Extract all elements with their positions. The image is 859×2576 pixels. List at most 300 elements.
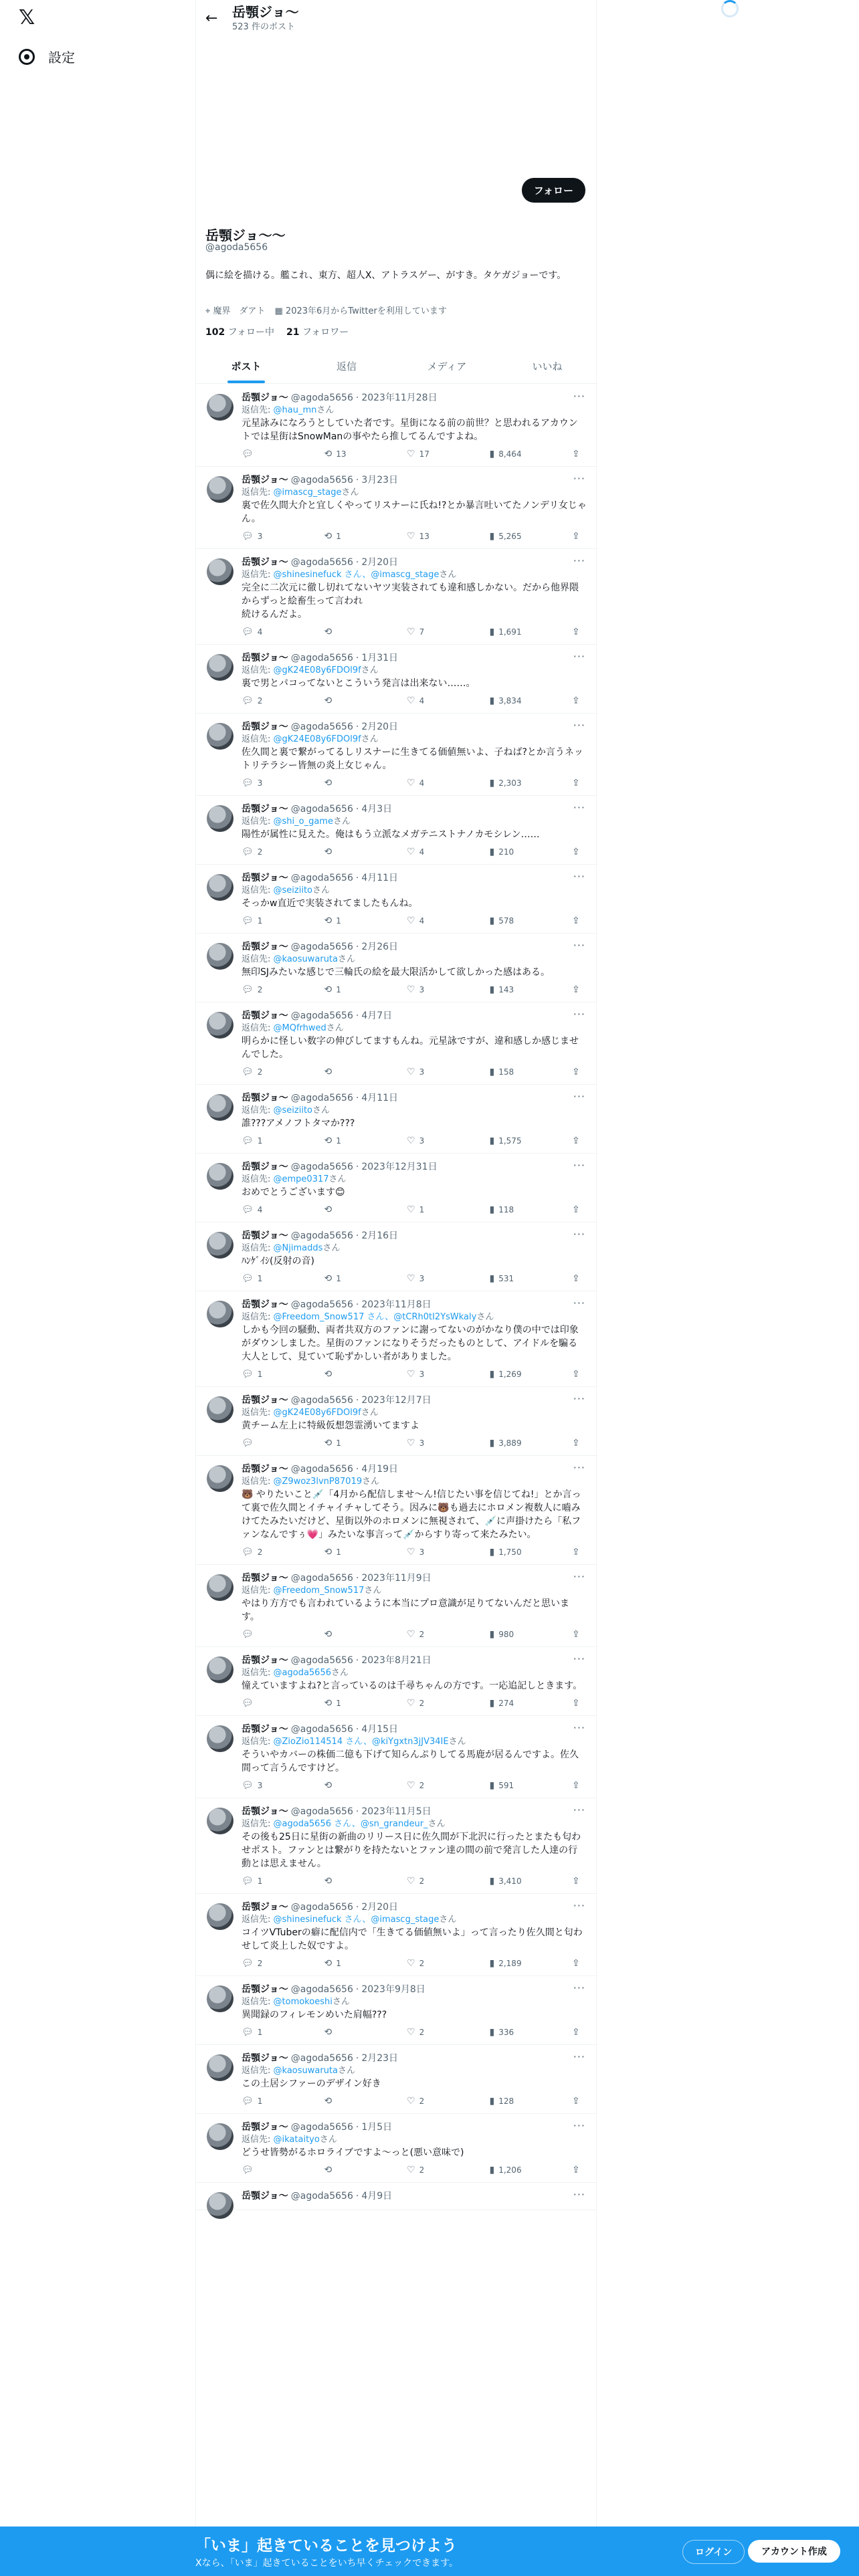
avatar[interactable]	[207, 943, 233, 970]
views-button[interactable]	[490, 1067, 537, 1077]
views-button[interactable]	[490, 449, 537, 459]
share-button[interactable]	[572, 2165, 583, 2175]
reply-button[interactable]	[242, 778, 288, 788]
tweet-author-handle[interactable]: @agoda5656	[290, 1984, 353, 1995]
tweet-date[interactable]: 2月20日	[361, 557, 399, 568]
retweet-button[interactable]	[324, 1273, 371, 1284]
reply-to-user[interactable]: @ZioZio114514 さん、@kiYgxtn3jJV34IE	[273, 1737, 449, 1747]
like-button[interactable]	[407, 695, 454, 706]
tweet-date[interactable]: 2023年11月9日	[361, 1573, 432, 1584]
like-button[interactable]	[407, 1273, 454, 1284]
tweet-author-handle[interactable]: @agoda5656	[290, 1230, 353, 1241]
retweet-button[interactable]	[324, 449, 371, 459]
tweet-date[interactable]: 2023年11月5日	[361, 1806, 432, 1817]
tweet[interactable]	[196, 865, 597, 934]
like-button[interactable]	[407, 2165, 454, 2175]
tweet[interactable]	[196, 1085, 597, 1154]
reply-icon: 💬︎	[242, 1438, 254, 1448]
retweet-button[interactable]	[324, 1369, 371, 1380]
share-button[interactable]	[572, 2096, 583, 2107]
share-button[interactable]	[572, 1698, 583, 1709]
tab-replies[interactable]: 返信	[336, 360, 357, 372]
tweet[interactable]	[196, 1222, 597, 1291]
tweet-date[interactable]: 4月19日	[361, 1464, 399, 1475]
avatar[interactable]	[207, 2123, 233, 2150]
tweet-date[interactable]: 4月11日	[361, 873, 399, 883]
views-button[interactable]	[490, 695, 537, 706]
tweet[interactable]	[196, 645, 597, 714]
more-options-icon[interactable]: ···	[573, 554, 585, 567]
tweet[interactable]	[196, 467, 597, 549]
reply-to-user[interactable]: @empe0317	[273, 1174, 329, 1184]
more-options-icon[interactable]: ···	[573, 939, 585, 952]
more-options-icon[interactable]: ···	[573, 1652, 585, 1665]
share-button[interactable]	[572, 984, 583, 995]
reply-button[interactable]	[242, 1876, 288, 1887]
tweet-author-name[interactable]: 岳顎ジョ～	[242, 557, 288, 568]
tweet-author-handle[interactable]: @agoda5656	[290, 2122, 353, 2133]
tweet[interactable]	[196, 2045, 597, 2114]
reply-to-user[interactable]: @Z9woz3lvnP87019	[273, 1477, 363, 1487]
share-button[interactable]	[572, 695, 583, 706]
tweet[interactable]	[196, 549, 597, 645]
reply-to-user[interactable]: @Freedom_Snow517	[273, 1586, 365, 1596]
tweet-author-handle[interactable]: @agoda5656	[290, 393, 353, 403]
reply-button[interactable]	[242, 984, 288, 995]
tweet-date[interactable]: 2月23日	[361, 2053, 399, 2064]
more-options-icon[interactable]: ···	[573, 1899, 585, 1912]
tweet-author-name[interactable]: 岳顎ジョ～	[242, 1230, 288, 1241]
tweet-date[interactable]: 4月11日	[361, 1093, 399, 1103]
tweet[interactable]	[196, 1154, 597, 1222]
like-button[interactable]	[407, 1780, 454, 1791]
views-button[interactable]	[490, 1369, 537, 1380]
tweet-author-handle[interactable]: @agoda5656	[290, 2053, 353, 2064]
tweet-author-handle[interactable]: @agoda5656	[290, 653, 353, 663]
tweet-author-name[interactable]: 岳顎ジョ～	[242, 1573, 288, 1584]
views-button[interactable]	[490, 1698, 537, 1709]
tweet[interactable]	[196, 1976, 597, 2045]
like-button[interactable]	[407, 1067, 454, 1077]
like-button[interactable]	[407, 847, 454, 857]
more-options-icon[interactable]: ···	[573, 472, 585, 485]
tweet-author-name[interactable]: 岳顎ジョ～	[242, 873, 288, 883]
tweet-date[interactable]: 3月23日	[361, 475, 399, 486]
share-button[interactable]	[572, 1876, 583, 1887]
tweet-author-handle[interactable]: @agoda5656	[290, 1299, 353, 1310]
retweet-button[interactable]	[324, 1067, 371, 1077]
reply-to-user[interactable]: @gK24E08y6FDOl9f	[273, 665, 361, 675]
like-button[interactable]	[407, 531, 454, 542]
tweet-author-handle[interactable]: @agoda5656	[290, 2191, 353, 2202]
tweet-author-name[interactable]: 岳顎ジョ～	[242, 653, 288, 663]
retweet-button[interactable]	[324, 695, 371, 706]
tab-posts[interactable]: ポスト	[196, 349, 296, 383]
more-options-icon[interactable]: ···	[573, 801, 585, 814]
reply-to-user[interactable]: @agoda5656 さん、@sn_grandeur_	[273, 1819, 428, 1829]
reply-to-user[interactable]: @kaosuwaruta	[273, 954, 338, 964]
avatar[interactable]	[207, 723, 233, 750]
tweet-author-handle[interactable]: @agoda5656	[290, 1902, 353, 1913]
retweet-button[interactable]	[324, 1547, 371, 1558]
share-button[interactable]	[572, 1204, 583, 1215]
retweet-button[interactable]	[324, 778, 371, 788]
reply-button[interactable]	[242, 1698, 288, 1709]
retweet-button[interactable]	[324, 1780, 371, 1791]
tweet[interactable]	[196, 1291, 597, 1387]
following-link[interactable]: 102 フォロー中	[205, 327, 274, 338]
tweet-date[interactable]: 2023年8月21日	[361, 1655, 432, 1666]
retweet-button[interactable]	[324, 1136, 371, 1146]
share-button[interactable]	[572, 531, 583, 542]
more-options-icon[interactable]: ···	[573, 1570, 585, 1583]
reply-to-user[interactable]: @hau_mn	[273, 405, 317, 415]
like-button[interactable]	[407, 627, 454, 637]
retweet-button[interactable]	[324, 1958, 371, 1969]
tweet-author-handle[interactable]: @agoda5656	[290, 722, 353, 732]
like-button[interactable]	[407, 1698, 454, 1709]
avatar[interactable]	[207, 2054, 233, 2081]
reply-to-user[interactable]: @gK24E08y6FDOl9f	[273, 1408, 361, 1418]
reply-button[interactable]	[242, 1438, 288, 1448]
like-button[interactable]	[407, 1876, 454, 1887]
tweet[interactable]	[196, 1894, 597, 1976]
avatar[interactable]	[207, 1903, 233, 1930]
reply-to-user[interactable]: @agoda5656	[273, 1668, 331, 1678]
tweet-header	[242, 1229, 587, 1243]
retweet-button[interactable]	[324, 1876, 371, 1887]
tweet-author-name[interactable]: 岳顎ジョ～	[242, 804, 288, 815]
tweet[interactable]	[196, 714, 597, 796]
reply-button[interactable]	[242, 847, 288, 857]
avatar[interactable]	[207, 805, 233, 832]
reply-icon: 💬︎	[242, 2027, 254, 2038]
avatar[interactable]	[207, 394, 233, 421]
tweet-author-handle[interactable]: @agoda5656	[290, 1724, 353, 1735]
like-button[interactable]	[407, 1369, 454, 1380]
share-button[interactable]	[572, 2027, 583, 2038]
like-button[interactable]	[407, 2027, 454, 2038]
tweet-date[interactable]: 4月3日	[361, 804, 393, 815]
reply-button[interactable]	[242, 1204, 288, 1215]
reply-to-user[interactable]: @Freedom_Snow517 さん、@tCRh0tI2YsWkaly	[273, 1312, 477, 1322]
reply-button[interactable]	[242, 449, 288, 459]
views-button[interactable]	[490, 1780, 537, 1791]
tweet-author-handle[interactable]: @agoda5656	[290, 1010, 353, 1021]
share-button[interactable]	[572, 1136, 583, 1146]
tweet-author-handle[interactable]: @agoda5656	[290, 1464, 353, 1475]
share-button[interactable]	[572, 1780, 583, 1791]
reply-button[interactable]	[242, 2027, 288, 2038]
back-arrow-icon[interactable]: ←	[205, 9, 218, 27]
like-button[interactable]	[407, 1204, 454, 1215]
views-button[interactable]	[490, 1204, 537, 1215]
avatar[interactable]	[207, 1094, 233, 1121]
tweet-author-name[interactable]: 岳顎ジョ～	[242, 475, 288, 486]
retweet-button[interactable]	[324, 984, 371, 995]
avatar[interactable]	[207, 1985, 233, 2012]
tweet-date[interactable]: 2月20日	[361, 722, 399, 732]
share-button[interactable]	[572, 627, 583, 637]
avatar[interactable]	[207, 874, 233, 901]
tweet-author-name[interactable]: 岳顎ジョ～	[242, 1724, 288, 1735]
retweet-button[interactable]	[324, 1204, 371, 1215]
retweet-button[interactable]	[324, 2096, 371, 2107]
views-button[interactable]	[490, 916, 537, 926]
avatar[interactable]	[207, 1012, 233, 1039]
avatar[interactable]	[207, 1725, 233, 1752]
tweet-date[interactable]: 2023年11月8日	[361, 1299, 432, 1310]
more-options-icon[interactable]: ···	[573, 1804, 585, 1816]
tweet[interactable]	[196, 1387, 597, 1456]
more-options-icon[interactable]: ···	[573, 1392, 585, 1405]
reply-to-user[interactable]: @seiziito	[273, 885, 312, 895]
tweet-author-handle[interactable]: @agoda5656	[290, 873, 353, 883]
reply-to-user[interactable]: @seiziito	[273, 1105, 312, 1115]
reply-button[interactable]	[242, 1136, 288, 1146]
more-options-icon[interactable]: ···	[573, 1228, 585, 1241]
retweet-button[interactable]	[324, 847, 371, 857]
tweet-author-handle[interactable]: @agoda5656	[290, 475, 353, 486]
followers-link[interactable]: 21 フォロワー	[286, 327, 349, 338]
tweet-date[interactable]: 4月15日	[361, 1724, 399, 1735]
header-post-count: 523 件のポスト	[232, 21, 295, 32]
tweet-date[interactable]: 2023年9月8日	[361, 1984, 425, 1995]
more-options-icon[interactable]: ···	[573, 1297, 585, 1309]
reply-button[interactable]	[242, 1067, 288, 1077]
signup-button[interactable]: アカウント作成	[748, 2540, 840, 2563]
views-button[interactable]	[490, 627, 537, 637]
avatar[interactable]	[207, 2192, 233, 2219]
views-button[interactable]	[490, 2027, 537, 2038]
tweet-author-name[interactable]: 岳顎ジョ～	[242, 2191, 288, 2202]
tweet[interactable]	[196, 2183, 597, 2210]
views-button[interactable]	[490, 778, 537, 788]
more-options-icon[interactable]: ···	[573, 719, 585, 732]
tweet-author-name[interactable]: 岳顎ジョ～	[242, 1984, 288, 1995]
reply-button[interactable]	[242, 916, 288, 926]
tweet-author-handle[interactable]: @agoda5656	[290, 557, 353, 568]
share-button[interactable]	[572, 778, 583, 788]
tweet[interactable]	[196, 1456, 597, 1565]
avatar[interactable]	[207, 1808, 233, 1834]
reply-to-user[interactable]: @shinesinefuck さん、@imascg_stage	[273, 570, 440, 580]
reply-to-user[interactable]: @imascg_stage	[273, 488, 342, 498]
tweet-author-name[interactable]: 岳顎ジョ～	[242, 1902, 288, 1913]
share-button[interactable]	[572, 847, 583, 857]
reply-to-user[interactable]: @shinesinefuck さん、@imascg_stage	[273, 1915, 440, 1925]
share-button[interactable]	[572, 1369, 583, 1380]
x-logo-icon[interactable]: 𝕏	[19, 6, 35, 29]
tweet-author-handle[interactable]: @agoda5656	[290, 1806, 353, 1817]
more-options-icon[interactable]: ···	[573, 1981, 585, 1994]
share-button[interactable]	[572, 449, 583, 459]
reply-button[interactable]	[242, 1547, 288, 1558]
tweet-date[interactable]: 1月5日	[361, 2122, 393, 2133]
share-button[interactable]	[572, 916, 583, 926]
retweet-button[interactable]	[324, 1698, 371, 1709]
reply-to-user[interactable]: @Njimadds	[273, 1243, 323, 1253]
tweet-author-name[interactable]: 岳顎ジョ～	[242, 942, 288, 952]
tweet-author-handle[interactable]: @agoda5656	[290, 1655, 353, 1666]
like-button[interactable]	[407, 778, 454, 788]
login-button[interactable]: ログイン	[682, 2540, 745, 2564]
reply-button[interactable]	[242, 1369, 288, 1380]
like-button[interactable]	[407, 2096, 454, 2107]
more-options-icon[interactable]: ···	[573, 2188, 585, 2201]
share-button[interactable]	[572, 1629, 583, 1640]
tweet-author-name[interactable]: 岳顎ジョ～	[242, 2053, 288, 2064]
tweet-author-name[interactable]: 岳顎ジョ～	[242, 1655, 288, 1666]
like-button[interactable]	[407, 1547, 454, 1558]
more-options-icon[interactable]: ···	[573, 870, 585, 883]
tweet-date[interactable]: 2月20日	[361, 1902, 399, 1913]
tweet[interactable]	[196, 385, 597, 467]
retweet-button[interactable]	[324, 2027, 371, 2038]
avatar[interactable]	[207, 1232, 233, 1259]
reply-to-user[interactable]: @kaosuwaruta	[273, 2066, 338, 2076]
tweet[interactable]	[196, 1002, 597, 1085]
tweet-date[interactable]: 2月16日	[361, 1230, 399, 1241]
like-button[interactable]	[407, 449, 454, 459]
reply-to-user[interactable]: @shi_o_game	[273, 817, 333, 827]
views-button[interactable]	[490, 2096, 537, 2107]
more-options-icon[interactable]: ···	[573, 650, 585, 663]
tweet-author-name[interactable]: 岳顎ジョ～	[242, 1806, 288, 1817]
like-button[interactable]	[407, 1958, 454, 1969]
tweet-author-handle[interactable]: @agoda5656	[290, 1573, 353, 1584]
tweet-author-handle[interactable]: @agoda5656	[290, 942, 353, 952]
more-options-icon[interactable]: ···	[573, 2050, 585, 2063]
tweet-author-name[interactable]: 岳顎ジョ～	[242, 393, 288, 403]
avatar[interactable]	[207, 1656, 233, 1683]
reply-button[interactable]	[242, 2096, 288, 2107]
views-button[interactable]	[490, 1876, 537, 1887]
more-options-icon[interactable]: ···	[573, 1461, 585, 1474]
share-button[interactable]	[572, 1547, 583, 1558]
tweet-author-name[interactable]: 岳顎ジョ～	[242, 1395, 288, 1406]
retweet-button[interactable]	[324, 916, 371, 926]
views-button[interactable]	[490, 1958, 537, 1969]
reply-button[interactable]	[242, 627, 288, 637]
retweet-button[interactable]	[324, 531, 371, 542]
reply-prefix: 返信先:	[242, 954, 274, 964]
reply-button[interactable]	[242, 531, 288, 542]
avatar[interactable]	[207, 476, 233, 503]
tweet-date[interactable]: 1月31日	[361, 653, 399, 663]
views-button[interactable]	[490, 1438, 537, 1448]
views-button[interactable]	[490, 984, 537, 995]
more-options-icon[interactable]: ···	[573, 2119, 585, 2132]
share-button[interactable]	[572, 1273, 583, 1284]
tweet[interactable]	[196, 934, 597, 1002]
views-button[interactable]	[490, 847, 537, 857]
tweet-author-handle[interactable]: @agoda5656	[290, 1162, 353, 1172]
like-count: 3	[419, 1136, 425, 1146]
views-button[interactable]	[490, 2165, 537, 2175]
tweet-date[interactable]: 4月7日	[361, 1010, 393, 1021]
tweet[interactable]	[196, 1647, 597, 1716]
share-button[interactable]	[572, 1067, 583, 1077]
avatar[interactable]	[207, 1301, 233, 1327]
tweet-author-handle[interactable]: @agoda5656	[290, 1395, 353, 1406]
tweet-date[interactable]: 2023年11月28日	[361, 393, 438, 403]
reply-to-user[interactable]: @gK24E08y6FDOl9f	[273, 734, 361, 744]
tweet-date[interactable]: 2月26日	[361, 942, 399, 952]
avatar[interactable]	[207, 558, 233, 585]
like-button[interactable]	[407, 1136, 454, 1146]
share-button[interactable]	[572, 1438, 583, 1448]
like-button[interactable]	[407, 984, 454, 995]
retweet-button[interactable]	[324, 2165, 371, 2175]
reply-to-user[interactable]: @ikataityo	[273, 2135, 320, 2145]
tweet[interactable]	[196, 1798, 597, 1894]
reply-button[interactable]	[242, 1780, 288, 1791]
views-button[interactable]	[490, 1547, 537, 1558]
reply-button[interactable]	[242, 1629, 288, 1640]
tweet-author-name[interactable]: 岳顎ジョ～	[242, 1010, 288, 1021]
tweet[interactable]	[196, 1565, 597, 1647]
nav-settings-link[interactable]	[19, 47, 75, 66]
retweet-button[interactable]	[324, 627, 371, 637]
more-options-icon[interactable]: ···	[573, 390, 585, 403]
tweet-date[interactable]: 4月9日	[361, 2191, 393, 2202]
avatar[interactable]	[207, 1396, 233, 1423]
tweet-date[interactable]: 2023年12月7日	[361, 1395, 432, 1406]
share-button[interactable]	[572, 1958, 583, 1969]
tweet-author-name[interactable]: 岳顎ジョ～	[242, 2122, 288, 2133]
tweet[interactable]	[196, 796, 597, 865]
more-options-icon[interactable]: ···	[573, 1721, 585, 1734]
tweet-author-name[interactable]: 岳顎ジョ～	[242, 1464, 288, 1475]
follow-button[interactable]: フォロー	[522, 178, 585, 203]
tweet-author-name[interactable]: 岳顎ジョ～	[242, 1299, 288, 1310]
more-options-icon[interactable]: ···	[573, 1008, 585, 1021]
avatar[interactable]	[207, 1574, 233, 1601]
tab-likes[interactable]: いいね	[532, 360, 563, 372]
reply-button[interactable]	[242, 1273, 288, 1284]
tweet-author-name[interactable]: 岳顎ジョ～	[242, 722, 288, 732]
tweet-author-handle[interactable]: @agoda5656	[290, 1093, 353, 1103]
like-button[interactable]	[407, 1438, 454, 1448]
avatar[interactable]	[207, 1163, 233, 1190]
more-options-icon[interactable]: ···	[573, 1159, 585, 1172]
tab-media[interactable]: メディア	[427, 360, 467, 372]
tweet[interactable]	[196, 1716, 597, 1798]
tweet-author-name[interactable]: 岳顎ジョ～	[242, 1093, 288, 1103]
reply-to-user[interactable]: @MQfrhwed	[273, 1023, 326, 1033]
reply-button[interactable]	[242, 695, 288, 706]
avatar[interactable]	[207, 654, 233, 681]
reply-to-user[interactable]: @tomokoeshi	[273, 1997, 332, 2007]
tweet-author-name[interactable]: 岳顎ジョ～	[242, 1162, 288, 1172]
retweet-button[interactable]	[324, 1438, 371, 1448]
tweet-date[interactable]: 2023年12月31日	[361, 1162, 438, 1172]
avatar[interactable]	[207, 1465, 233, 1492]
views-button[interactable]	[490, 1273, 537, 1284]
views-button[interactable]	[490, 531, 537, 542]
like-button[interactable]	[407, 1629, 454, 1640]
reply-button[interactable]	[242, 1958, 288, 1969]
views-button[interactable]	[490, 1629, 537, 1640]
like-button[interactable]	[407, 916, 454, 926]
reply-button[interactable]	[242, 2165, 288, 2175]
tweet[interactable]	[196, 2114, 597, 2183]
more-options-icon[interactable]: ···	[573, 1090, 585, 1103]
tweet-author-handle[interactable]: @agoda5656	[290, 804, 353, 815]
views-button[interactable]	[490, 1136, 537, 1146]
retweet-button[interactable]	[324, 1629, 371, 1640]
